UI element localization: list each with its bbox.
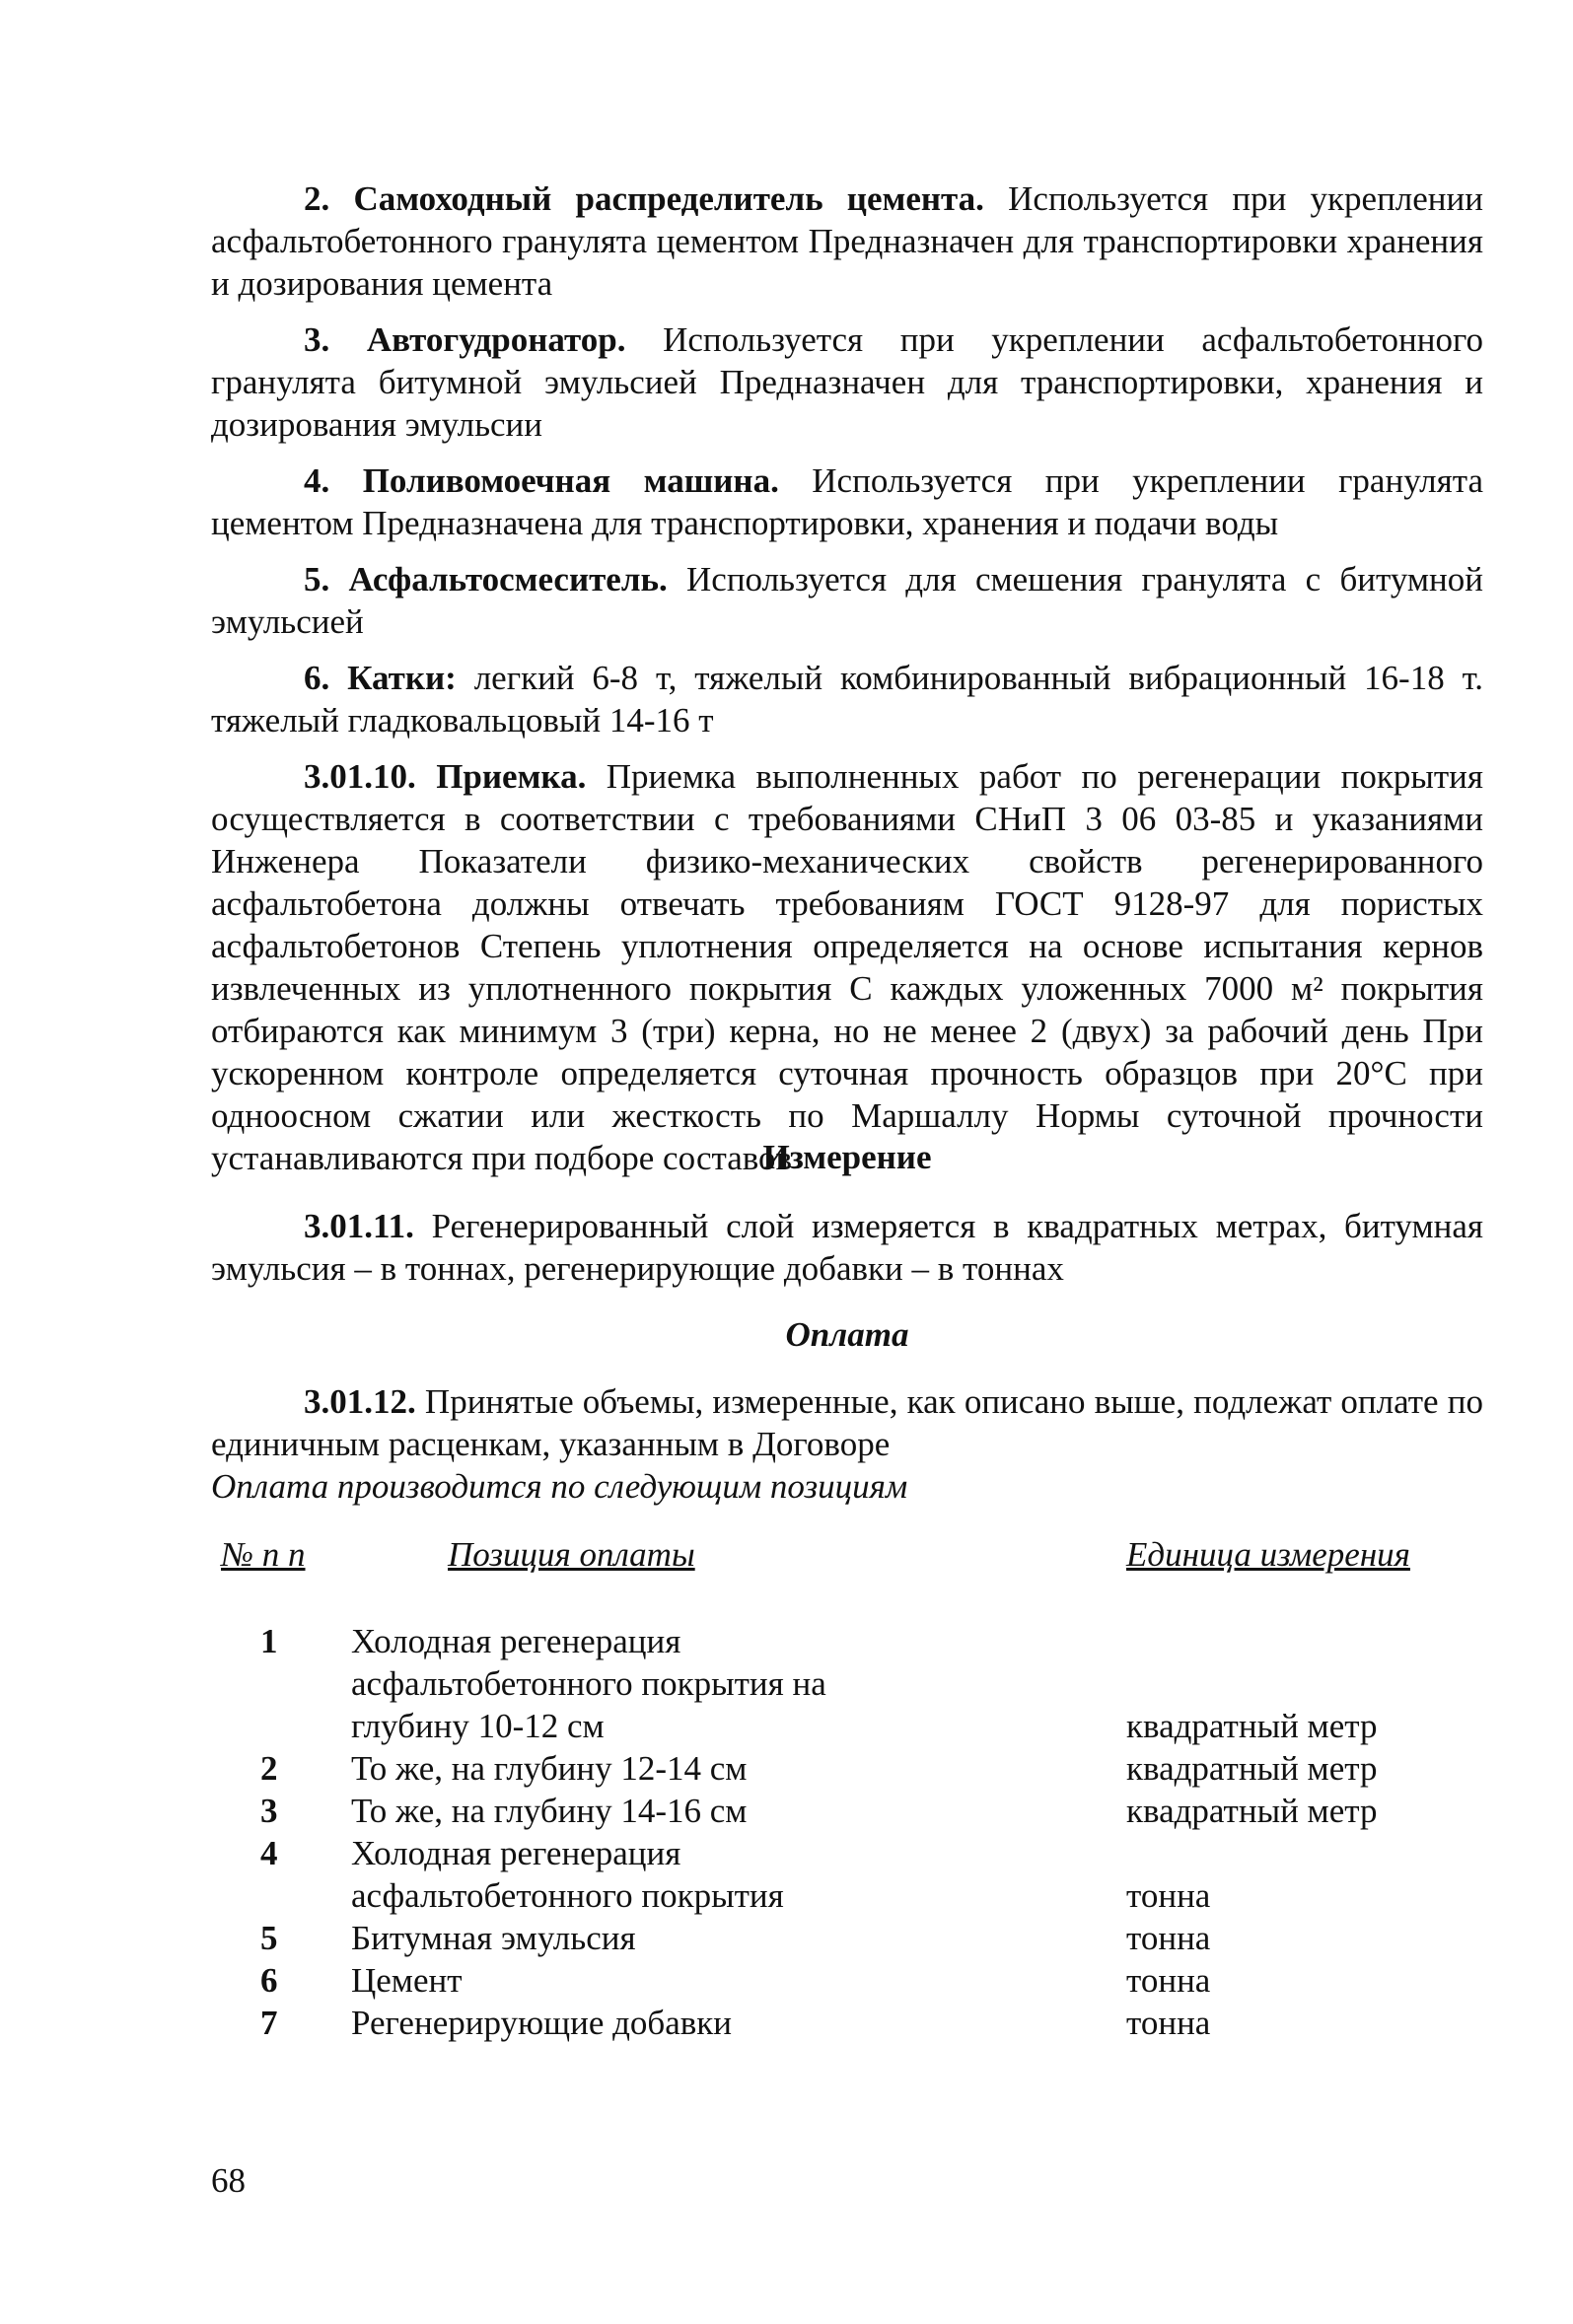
equipment-list (211, 177, 1483, 1193)
row-unit: тонна (1126, 1919, 1211, 1957)
paragraph-lead: 3.01.12. (304, 1382, 416, 1421)
row-unit: квадратный метр (1126, 1749, 1378, 1788)
row-unit: тонна (1126, 1961, 1211, 2000)
measurement-section (211, 1205, 1483, 1303)
table-row (211, 1620, 1483, 1747)
table-row (211, 2002, 1483, 2044)
payment-table (211, 1620, 1483, 2044)
row-position: То же, на глубину 12-14 см (351, 1749, 748, 1788)
paragraph-lead: 4. Поливомоечная машина. (304, 461, 779, 500)
row-unit: квадратный метр (1126, 1792, 1378, 1830)
heading-measurement: Измерение (762, 1138, 932, 1176)
row-position: Регенерирующие добавки (351, 2004, 733, 2042)
paragraph-payment (211, 1380, 1483, 1465)
paragraph-rollers (211, 657, 1483, 741)
row-position: Холодная регенерация асфальтобетонного покрытия (351, 1834, 784, 1915)
paragraph-lead: 3. Автогудронатор. (304, 320, 626, 359)
row-number: 5 (260, 1919, 278, 1957)
payment-section (211, 1380, 1483, 1508)
row-number: 3 (260, 1792, 278, 1830)
paragraph-acceptance (211, 755, 1483, 1179)
row-position: Цемент (351, 1961, 463, 2000)
row-position: То же, на глубину 14-16 см (351, 1792, 748, 1830)
paragraph-text: Используется для смешения гранулята с битумной эмульсией (211, 560, 1484, 641)
paragraph-text: Используется при укреплении асфальтобетонного гранулята битумной эмульсией Предназначен для транспортировки, хранения и дозирования эмульсии (211, 320, 1483, 444)
paragraph-lead: 3.01.10. Приемка. (304, 757, 587, 796)
paragraph-text: Используется при укреплении асфальтобетонного гранулята цементом Предназначен для транспортировки хранения и дозирования цемента (211, 179, 1483, 303)
row-position: Битумная эмульсия (351, 1919, 636, 1957)
table-row (211, 1917, 1483, 1959)
paragraph-water-truck (211, 459, 1483, 544)
table-row (211, 1790, 1483, 1832)
row-position: Холодная регенерация асфальтобетонного покрытия на глубину 10-12 см (351, 1622, 826, 1745)
row-number: 1 (260, 1622, 278, 1660)
table-header (211, 1533, 1483, 1583)
row-unit: квадратный метр (1126, 1707, 1378, 1745)
row-unit: тонна (1126, 1876, 1211, 1915)
table-row (211, 1747, 1483, 1790)
paragraph-text: легкий 6-8 т, тяжелый комбинированный вибрационный 16-18 т. тяжелый гладковальцовый 14-16 т (211, 659, 1483, 739)
paragraph-lead: 3.01.11. (304, 1207, 414, 1245)
paragraph-lead: 5. Асфальтосмеситель. (304, 560, 668, 599)
row-number: 4 (260, 1834, 278, 1872)
row-unit: тонна (1126, 2004, 1211, 2042)
header-number: № п п (221, 1535, 306, 1574)
row-number: 6 (260, 1961, 278, 2000)
paragraph-lead: 2. Самоходный распределитель цемента. (304, 179, 984, 218)
table-row (211, 1959, 1483, 2002)
payment-intro: Оплата производится по следующим позициям (211, 1467, 908, 1506)
paragraph-cement-spreader (211, 177, 1483, 305)
page-number: 68 (211, 2161, 246, 2200)
paragraph-text: Приемка выполненных работ по регенерации покрытия осуществляется в соответствии с требованиями СНиП 3 06 03-85 и указаниями Инженера Показатели физико-механических свойств регенерированного асфальтобетона должны отвечать требованиям ГОСТ 9128-97 для пористых асфальтобетонов Степень уплотнения определяется на основе испытания кернов извлеченных из уплотненного покрытия С каждых уложенных 7000 м² покрытия отбираются как минимум 3 (три) керна, но не менее 2 (двух) за рабочий день При ускоренном контроле определяется суточная прочность образцов при 20°С при одноосном сжатии или жесткость по Маршаллу Нормы суточной прочности устанавливаются при подборе составов (211, 757, 1483, 1177)
table-row (211, 1832, 1483, 1917)
row-number: 7 (260, 2004, 278, 2042)
paragraph-lead: 6. Катки: (304, 659, 457, 697)
paragraph-text: Регенерированный слой измеряется в квадратных метрах, битумная эмульсия – в тоннах, регенерирующие добавки – в тоннах (211, 1207, 1483, 1288)
heading-payment: Оплата (785, 1315, 909, 1354)
header-position: Позиция оплаты (448, 1535, 695, 1574)
paragraph-measurement (211, 1205, 1483, 1290)
header-unit: Единица измерения (1126, 1535, 1410, 1574)
row-number: 2 (260, 1749, 278, 1788)
paragraph-mixer (211, 558, 1483, 643)
paragraph-text: Принятые объемы, измеренные, как описано выше, подлежат оплате по единичным расценкам, указанным в Договоре (211, 1382, 1483, 1463)
paragraph-text: Используется при укреплении гранулята цементом Предназначена для транспортировки, хранения и подачи воды (211, 461, 1483, 542)
paragraph-asphalt-distributor (211, 318, 1483, 446)
